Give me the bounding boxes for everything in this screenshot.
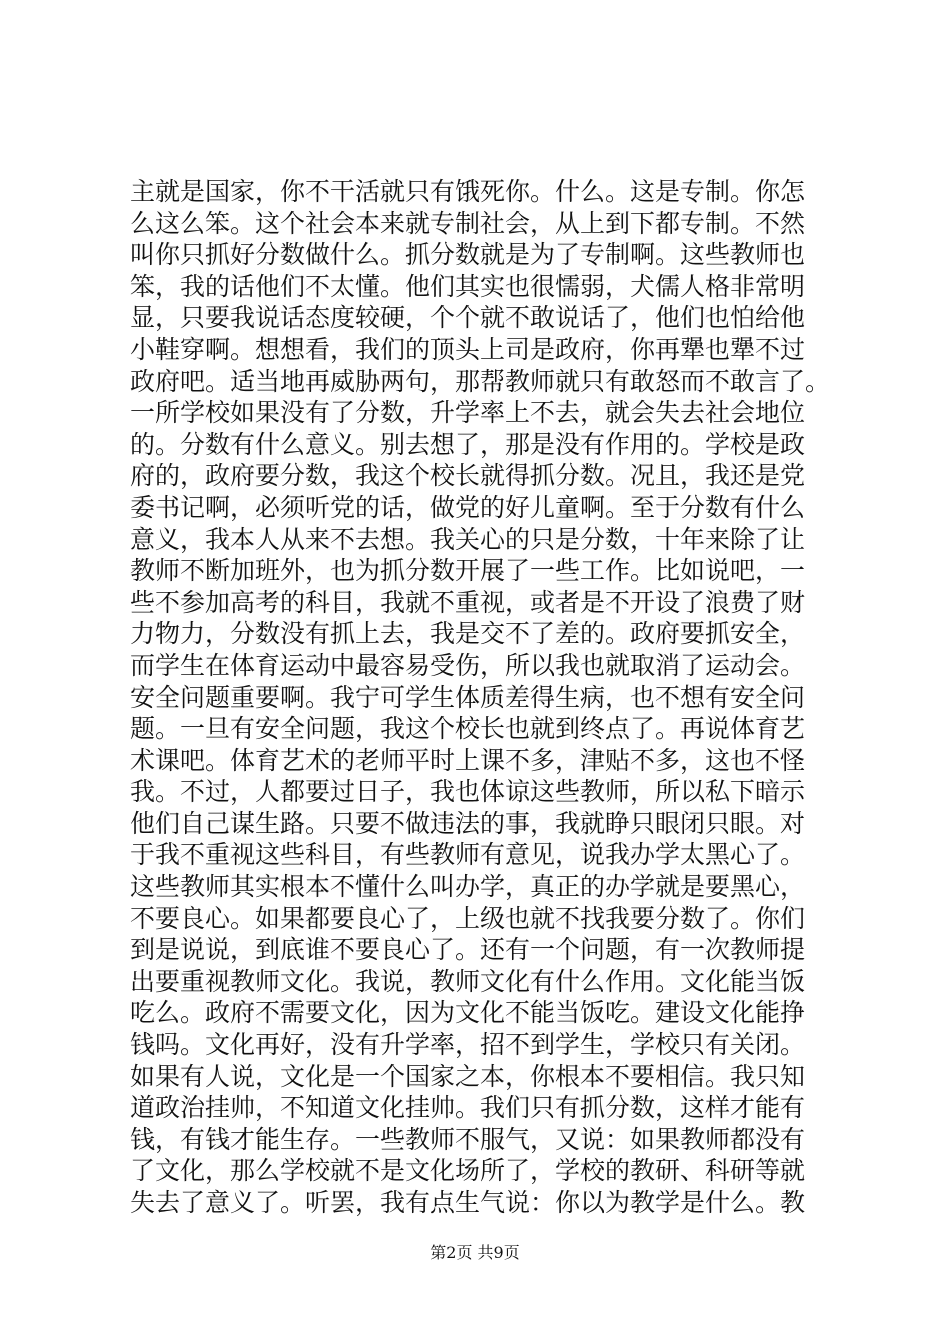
text-line: 教师不断加班外，也为抓分数开展了一些工作。比如说吧，一	[130, 556, 806, 586]
text-line: 笨，我的话他们不太懂。他们其实也很懦弱，犬儒人格非常明	[130, 271, 806, 301]
text-line: 显，只要我说话态度较硬，个个就不敢说话了，他们也怕给他	[130, 303, 806, 333]
text-line: 这些教师其实根本不懂什么叫办学，真正的办学就是要黑心，	[130, 872, 806, 902]
text-line: 了文化，那么学校就不是文化场所了，学校的教研、科研等就	[130, 1156, 806, 1186]
text-line: 而学生在体育运动中最容易受伤，所以我也就取消了运动会。	[130, 650, 806, 680]
text-line: 一所学校如果没有了分数，升学率上不去，就会失去社会地位	[130, 398, 806, 428]
text-line: 钱吗。文化再好，没有升学率，招不到学生，学校只有关闭。	[130, 1030, 806, 1060]
text-line: 于我不重视这些科目，有些教师有意见，说我办学太黑心了。	[130, 840, 806, 870]
text-line: 我。不过，人都要过日子，我也体谅这些教师，所以私下暗示	[130, 777, 806, 807]
text-line: 叫你只抓好分数做什么。抓分数就是为了专制啊。这些教师也	[130, 240, 806, 270]
text-line: 失去了意义了。听罢，我有点生气说：你以为教学是什么。教	[130, 1188, 806, 1217]
text-line: 吃么。政府不需要文化，因为文化不能当饭吃。建设文化能挣	[130, 998, 806, 1028]
text-line: 如果有人说，文化是一个国家之本，你根本不要相信。我只知	[130, 1061, 806, 1091]
body-text	[130, 176, 850, 1219]
text-line: 到是说说，到底谁不要良心了。还有一个问题，有一次教师提	[130, 935, 806, 965]
text-line: 题。一旦有安全问题，我这个校长也就到终点了。再说体育艺	[130, 714, 806, 744]
text-line: 他们自己谋生路。只要不做违法的事，我就睁只眼闭只眼。对	[130, 808, 806, 838]
text-line: 主就是国家，你不干活就只有饿死你。什么。这是专制。你怎	[130, 177, 806, 206]
text-line: 些不参加高考的科目，我就不重视，或者是不开设了浪费了财	[130, 587, 806, 617]
text-line: 安全问题重要啊。我宁可学生体质差得生病，也不想有安全问	[130, 682, 806, 712]
text-line: 力物力，分数没有抓上去，我是交不了差的。政府要抓安全，	[130, 619, 806, 649]
text-line: 出要重视教师文化。我说，教师文化有什么作用。文化能当饭	[130, 966, 806, 996]
page-footer: 第2页 共9页	[430, 1243, 520, 1262]
text-line: 的。分数有什么意义。别去想了，那是没有作用的。学校是政	[130, 429, 806, 459]
text-line: 不要良心。如果都要良心了，上级也就不找我要分数了。你们	[130, 903, 806, 933]
text-line: 小鞋穿啊。想想看，我们的顶头上司是政府，你再犟也犟不过	[130, 334, 806, 364]
text-line: 么这么笨。这个社会本来就专制社会，从上到下都专制。不然	[130, 208, 806, 238]
text-line: 府的，政府要分数，我这个校长就得抓分数。况且，我还是党	[130, 461, 806, 491]
text-line: 术课吧。体育艺术的老师平时上课不多，津贴不多，这也不怪	[130, 745, 806, 775]
text-line: 道政治挂帅，不知道文化挂帅。我们只有抓分数，这样才能有	[130, 1093, 806, 1123]
text-line: 意义，我本人从来不去想。我关心的只是分数，十年来除了让	[130, 524, 806, 554]
text-line: 委书记啊，必须听党的话，做党的好儿童啊。至于分数有什么	[130, 492, 806, 522]
text-line: 钱，有钱才能生存。一些教师不服气，又说：如果教师都没有	[130, 1124, 806, 1154]
text-line: 政府吧。适当地再威胁两句，那帮教师就只有敢怒而不敢言了。	[130, 366, 831, 396]
